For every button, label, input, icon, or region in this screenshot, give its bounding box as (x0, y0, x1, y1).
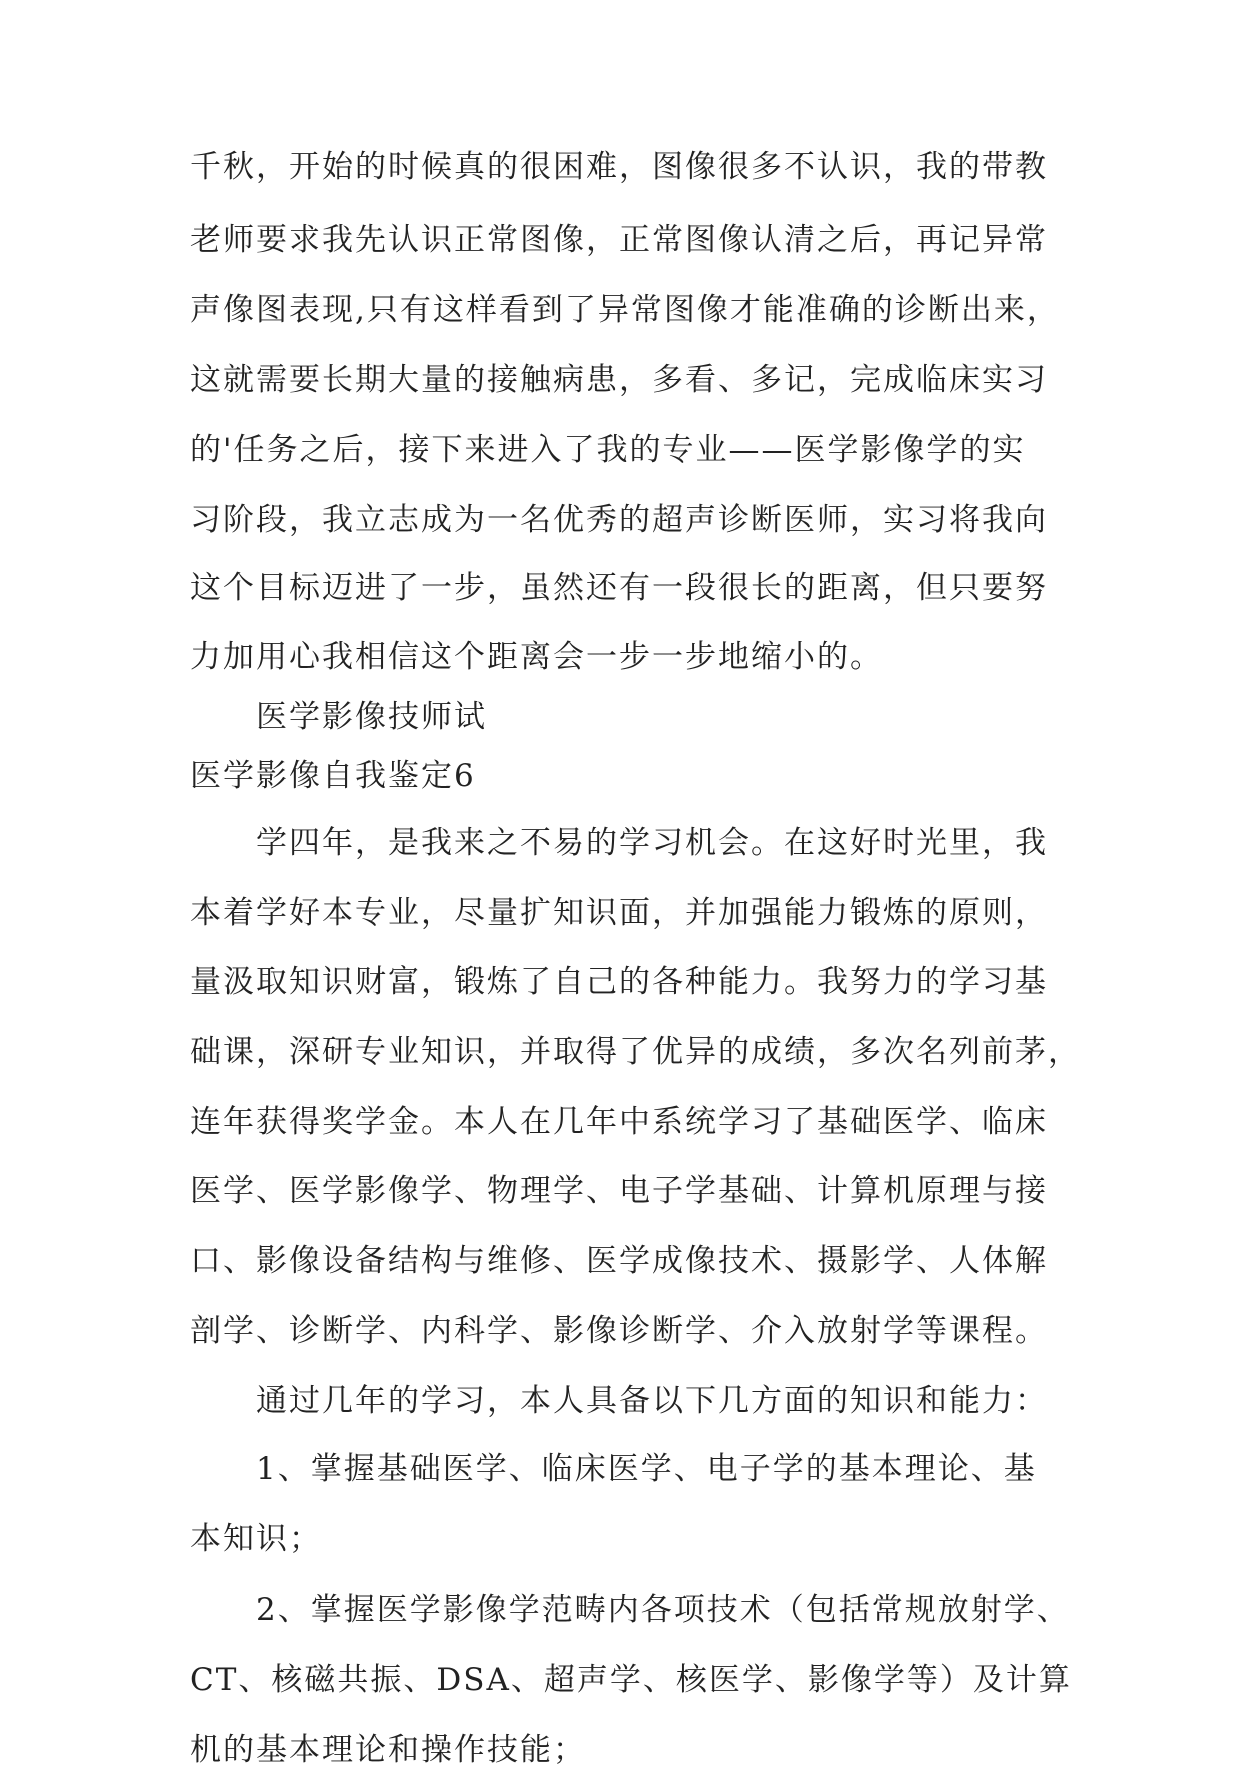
text-line: 学四年，是我来之不易的学习机会。在这好时光里，我 (256, 825, 1048, 861)
list-item: 2、掌握医学影像学范畴内各项技术（包括常规放射学、 (256, 1592, 1070, 1628)
text-line: 通过几年的学习，本人具备以下几方面的知识和能力： (256, 1383, 1048, 1419)
text-line: 本知识； (190, 1521, 322, 1557)
text-line: 本着学好本专业，尽量扩知识面，并加强能力锻炼的原则， (190, 895, 1048, 931)
text-line: 这个目标迈进了一步，虽然还有一段很长的距离，但只要努 (190, 570, 1048, 606)
text-line: 声像图表现,只有这样看到了异常图像才能准确的诊断出来， (190, 292, 1060, 328)
text-line: 连年获得奖学金。本人在几年中系统学习了基础医学、临床 (190, 1104, 1048, 1140)
text-line: 老师要求我先认识正常图像，正常图像认清之后，再记异常 (190, 222, 1048, 258)
text-line: CT、核磁共振、DSA、超声学、核医学、影像学等）及计算 (190, 1662, 1072, 1698)
text-line: 础课，深研专业知识，并取得了优异的成绩，多次名列前茅， (190, 1034, 1081, 1070)
text-line: 医学、医学影像学、物理学、电子学基础、计算机原理与接 (190, 1173, 1048, 1209)
section-heading: 医学影像技师试 (256, 699, 487, 735)
document-title: 医学影像自我鉴定6 (190, 758, 476, 794)
text-line: 这就需要长期大量的接触病患，多看、多记，完成临床实习 (190, 362, 1048, 398)
list-item: 1、掌握基础医学、临床医学、电子学的基本理论、基 (256, 1451, 1037, 1487)
text-line: 剖学、诊断学、内科学、影像诊断学、介入放射学等课程。 (190, 1313, 1048, 1349)
text-line: 千秋，开始的时候真的很困难，图像很多不认识，我的带教 (190, 149, 1048, 185)
text-line: 机的基本理论和操作技能； (190, 1732, 586, 1768)
text-line: 口、影像设备结构与维修、医学成像技术、摄影学、人体解 (190, 1243, 1048, 1279)
text-line: 力加用心我相信这个距离会一步一步地缩小的。 (190, 639, 883, 675)
text-line: 习阶段，我立志成为一名优秀的超声诊断医师，实习将我向 (190, 502, 1048, 538)
text-line: 量汲取知识财富，锻炼了自己的各种能力。我努力的学习基 (190, 964, 1048, 1000)
text-line: 的'任务之后，接下来进入了我的专业——医学影像学的实 (190, 432, 1026, 468)
